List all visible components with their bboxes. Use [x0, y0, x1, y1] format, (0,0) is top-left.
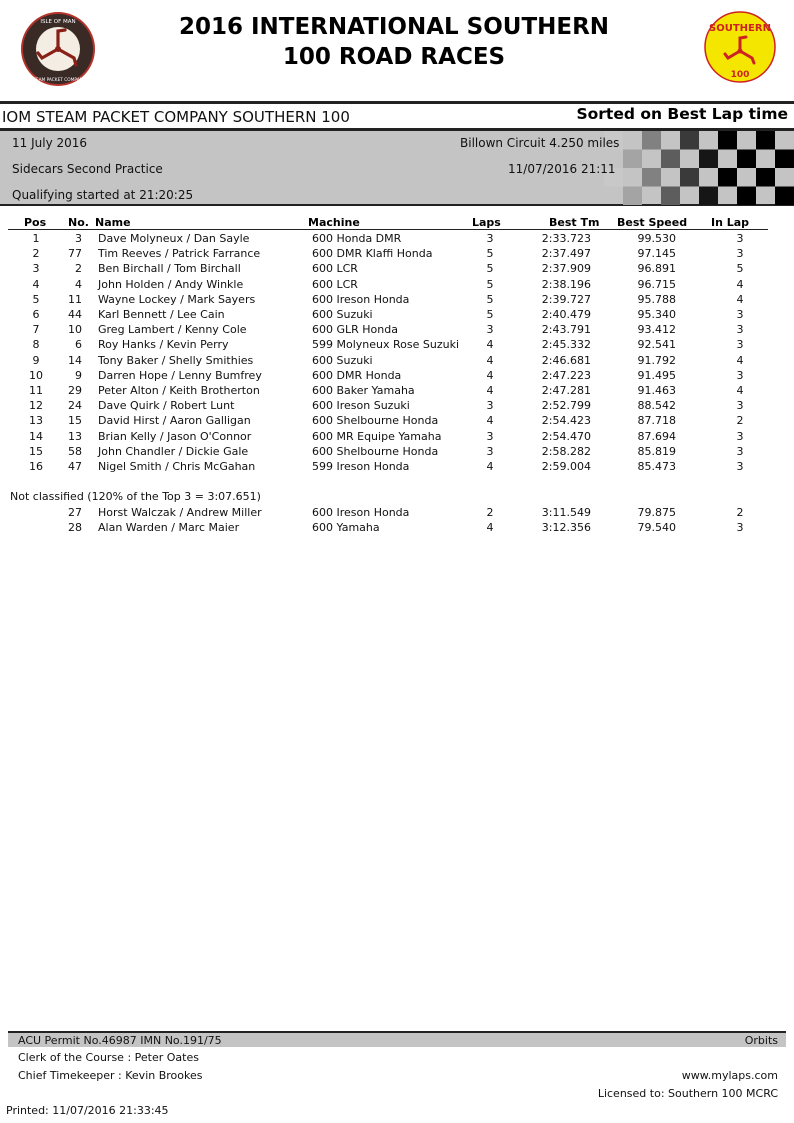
table-row [0, 277, 794, 292]
table-row [0, 261, 794, 276]
cell-no: 47 [68, 460, 82, 473]
checker-square [699, 187, 718, 206]
cell-no: 11 [68, 292, 82, 306]
cell-best-tm: 2:33.723 [541, 232, 591, 245]
cell-in-lap: 3 [736, 399, 744, 413]
cell-pos: 1 [32, 232, 40, 245]
cell-name: Karl Bennett / Lee Cain [98, 308, 225, 321]
cell-pos: 2 [32, 247, 40, 261]
cell-in-lap: 4 [736, 277, 744, 291]
cell-best-speed: 79.875 [637, 506, 676, 519]
table-row [0, 398, 794, 413]
cell-pos: 16 [29, 460, 43, 473]
cell-pos: 9 [32, 353, 40, 367]
cell-no: 77 [68, 247, 82, 261]
cell-machine: 600 Shelbourne Honda [312, 444, 439, 458]
cell-name: Horst Walczak / Andrew Miller [98, 506, 262, 519]
checker-square [737, 187, 756, 206]
cell-best-speed: 88.542 [637, 399, 676, 413]
cell-name: Dave Quirk / Robert Lunt [98, 399, 235, 413]
table-row [0, 383, 794, 398]
cell-best-speed: 96.891 [637, 262, 676, 276]
cell-no: 9 [75, 368, 82, 382]
cell-in-lap: 5 [736, 262, 744, 276]
cell-best-tm: 2:58.282 [541, 444, 591, 458]
col-header-name: Name [95, 216, 131, 229]
cell-best-tm: 2:59.004 [541, 460, 591, 473]
not-classified-label: Not classified (120% of the Top 3 = 3:07.651) [10, 490, 261, 503]
event-date: 11 July 2016 [12, 136, 88, 150]
cell-name: Roy Hanks / Kevin Perry [98, 338, 229, 352]
cell-no: 2 [75, 262, 82, 276]
table-row [0, 520, 794, 535]
table-row [0, 322, 794, 337]
cell-no: 28 [68, 521, 82, 535]
svg-text:STEAM PACKET COMPANY: STEAM PACKET COMPANY [30, 78, 86, 83]
cell-no: 13 [68, 429, 82, 443]
cell-best-tm: 2:54.470 [541, 429, 591, 443]
cell-machine: 600 Ireson Honda [312, 292, 410, 306]
checker-square [642, 131, 661, 150]
cell-in-lap: 3 [736, 308, 744, 321]
cell-best-speed: 95.788 [637, 292, 676, 306]
cell-pos: 7 [32, 323, 40, 337]
cell-laps: 4 [486, 384, 494, 397]
cell-machine: 600 Shelbourne Honda [312, 414, 439, 428]
cell-in-lap: 2 [736, 506, 744, 519]
cell-best-tm: 2:46.681 [541, 353, 591, 367]
cell-machine: 599 Ireson Honda [312, 460, 410, 473]
cell-best-speed: 97.145 [637, 247, 676, 261]
cell-machine: 600 Ireson Suzuki [312, 399, 410, 413]
col-header-best-speed: Best Speed [617, 216, 688, 229]
cell-laps: 4 [486, 338, 494, 352]
cell-no: 15 [68, 414, 82, 428]
table-row [0, 505, 794, 520]
checker-square [718, 131, 737, 150]
cell-name: Tim Reeves / Patrick Farrance [98, 247, 261, 261]
cell-in-lap: 3 [736, 368, 744, 382]
cell-best-tm: 2:47.223 [541, 368, 591, 382]
website-link[interactable]: www.mylaps.com [681, 1069, 778, 1082]
cell-in-lap: 3 [736, 521, 744, 535]
cell-in-lap: 3 [736, 338, 744, 352]
table-row [0, 368, 794, 383]
cell-machine: 600 LCR [312, 262, 358, 276]
cell-no: 27 [68, 506, 82, 519]
cell-best-speed: 95.340 [637, 308, 676, 321]
session-name: Sidecars Second Practice [12, 162, 163, 176]
table-row [0, 292, 794, 307]
checker-square [623, 150, 642, 169]
title-line-1: 2016 INTERNATIONAL SOUTHERN [178, 14, 610, 40]
cell-in-lap: 2 [736, 414, 744, 428]
col-header-pos: Pos [24, 216, 47, 229]
cell-best-speed: 85.473 [637, 460, 676, 473]
cell-pos: 11 [29, 384, 43, 397]
cell-pos: 8 [32, 338, 40, 352]
cell-no: 58 [68, 444, 82, 458]
cell-in-lap: 3 [736, 232, 744, 245]
cell-machine: 600 Suzuki [312, 308, 373, 321]
cell-laps: 5 [486, 292, 494, 306]
cell-no: 29 [68, 384, 82, 397]
printed-timestamp: Printed: 11/07/2016 21:33:45 [6, 1104, 169, 1117]
cell-name: Brian Kelly / Jason O'Connor [98, 429, 252, 443]
cell-best-tm: 2:45.332 [541, 338, 591, 352]
cell-laps: 5 [486, 262, 494, 276]
cell-best-speed: 96.715 [637, 277, 676, 291]
cell-best-speed: 99.530 [637, 232, 676, 245]
circuit-info: Billown Circuit 4.250 miles [460, 136, 620, 150]
header-rule [0, 101, 794, 104]
cell-pos: 14 [29, 429, 43, 443]
cell-machine: 600 Honda DMR [312, 232, 402, 245]
cell-pos: 12 [29, 399, 43, 413]
cell-no: 24 [68, 399, 82, 413]
table-row [0, 353, 794, 368]
cell-best-speed: 92.541 [637, 338, 676, 352]
cell-name: Peter Alton / Keith Brotherton [98, 384, 260, 397]
checker-square [775, 187, 794, 206]
cell-laps: 5 [486, 308, 494, 321]
cell-name: Greg Lambert / Kenny Cole [98, 323, 247, 337]
col-header-no: No. [68, 216, 89, 229]
cell-laps: 4 [486, 414, 494, 428]
cell-machine: 599 Molyneux Rose Suzuki [312, 338, 459, 352]
cell-laps: 5 [486, 247, 494, 261]
page-title [120, 12, 668, 72]
chief-timekeeper: Chief Timekeeper : Kevin Brookes [18, 1069, 203, 1082]
cell-in-lap: 3 [736, 323, 744, 337]
checker-square [642, 168, 661, 187]
cell-name: Ben Birchall / Tom Birchall [98, 262, 241, 276]
cell-machine: 600 Suzuki [312, 353, 373, 367]
cell-best-tm: 3:11.549 [541, 506, 591, 519]
table-row [0, 307, 794, 322]
chequered-flag-graphic [604, 131, 794, 205]
timing-provider: Orbits [744, 1034, 778, 1047]
checker-square [680, 168, 699, 187]
cell-best-speed: 87.694 [637, 429, 676, 443]
cell-name: Wayne Lockey / Mark Sayers [98, 292, 256, 306]
cell-in-lap: 3 [736, 429, 744, 443]
cell-pos: 15 [29, 444, 43, 458]
table-row [0, 246, 794, 261]
cell-best-tm: 3:12.356 [541, 521, 591, 535]
cell-name: David Hirst / Aaron Galligan [98, 414, 251, 428]
svg-text:SOUTHERN: SOUTHERN [709, 23, 771, 34]
cell-no: 14 [68, 353, 82, 367]
cell-best-tm: 2:37.497 [541, 247, 591, 261]
cell-name: Alan Warden / Marc Maier [98, 521, 240, 535]
cell-best-tm: 2:54.423 [541, 414, 591, 428]
cell-machine: 600 LCR [312, 277, 358, 291]
cell-best-tm: 2:40.479 [541, 308, 591, 321]
cell-laps: 4 [486, 368, 494, 382]
cell-laps: 3 [486, 429, 494, 443]
col-header-laps: Laps [472, 216, 501, 229]
cell-pos: 3 [32, 262, 40, 276]
cell-no: 44 [68, 308, 82, 321]
col-header-best-tm: Best Tm [549, 216, 600, 229]
cell-machine: 600 Baker Yamaha [312, 384, 415, 397]
cell-name: Dave Molyneux / Dan Sayle [98, 232, 250, 245]
cell-no: 4 [75, 277, 82, 291]
checker-square [756, 131, 775, 150]
qualifying-start: Qualifying started at 21:20:25 [12, 188, 194, 202]
cell-machine: 600 Yamaha [312, 521, 380, 535]
title-line-2: 100 ROAD RACES [282, 44, 506, 70]
cell-laps: 5 [486, 277, 494, 291]
session-timestamp: 11/07/2016 21:11 [508, 162, 616, 176]
checker-square [718, 168, 737, 187]
event-name: IOM STEAM PACKET COMPANY SOUTHERN 100 [2, 108, 350, 126]
table-row [0, 459, 794, 474]
permit-info: ACU Permit No.46987 IMN No.191/75 [18, 1034, 222, 1047]
cell-laps: 2 [486, 506, 494, 519]
cell-in-lap: 4 [736, 292, 744, 306]
checker-square [775, 150, 794, 169]
cell-name: Darren Hope / Lenny Bumfrey [98, 368, 262, 382]
checker-square [661, 187, 680, 206]
table-header-rule [8, 229, 768, 230]
cell-best-tm: 2:37.909 [541, 262, 591, 276]
cell-pos: 6 [32, 308, 40, 321]
cell-best-speed: 91.495 [637, 368, 676, 382]
cell-pos: 4 [32, 277, 40, 291]
cell-best-speed: 85.819 [637, 444, 676, 458]
clerk-of-course: Clerk of the Course : Peter Oates [18, 1051, 199, 1064]
table-row [0, 429, 794, 444]
cell-no: 6 [75, 338, 82, 352]
cell-no: 3 [75, 232, 82, 245]
svg-text:ISLE OF MAN: ISLE OF MAN [40, 19, 76, 25]
cell-laps: 3 [486, 399, 494, 413]
checker-square [737, 150, 756, 169]
cell-pos: 13 [29, 414, 43, 428]
table-row [0, 444, 794, 459]
checker-square [661, 150, 680, 169]
cell-laps: 4 [486, 521, 494, 535]
checker-square [623, 187, 642, 206]
cell-no: 10 [68, 323, 82, 337]
cell-name: John Chandler / Dickie Gale [98, 444, 249, 458]
cell-laps: 3 [486, 444, 494, 458]
checker-square [699, 150, 718, 169]
sort-label: Sorted on Best Lap time [576, 105, 788, 123]
table-row [0, 413, 794, 428]
southern-100-logo [704, 11, 776, 83]
cell-machine: 600 DMR Honda [312, 368, 402, 382]
steam-packet-logo [19, 11, 97, 87]
cell-name: John Holden / Andy Winkle [98, 277, 244, 291]
cell-best-tm: 2:52.799 [541, 399, 591, 413]
cell-best-tm: 2:43.791 [541, 323, 591, 337]
cell-machine: 600 MR Equipe Yamaha [312, 429, 442, 443]
cell-best-tm: 2:39.727 [541, 292, 591, 306]
table-row [0, 337, 794, 352]
licensee: Licensed to: Southern 100 MCRC [597, 1087, 778, 1100]
cell-best-tm: 2:47.281 [541, 384, 591, 397]
svg-text:100: 100 [730, 70, 750, 80]
col-header-in-lap: In Lap [711, 216, 750, 229]
cell-pos: 5 [32, 292, 40, 306]
cell-name: Nigel Smith / Chris McGahan [98, 460, 256, 473]
cell-best-speed: 91.792 [637, 353, 676, 367]
cell-best-speed: 93.412 [637, 323, 676, 337]
checker-square [756, 168, 775, 187]
cell-machine: 600 GLR Honda [312, 323, 398, 337]
cell-best-speed: 87.718 [637, 414, 676, 428]
cell-laps: 4 [486, 460, 494, 473]
cell-machine: 600 Ireson Honda [312, 506, 410, 519]
cell-best-tm: 2:38.196 [541, 277, 591, 291]
cell-in-lap: 3 [736, 444, 744, 458]
cell-laps: 3 [486, 323, 494, 337]
cell-name: Tony Baker / Shelly Smithies [98, 353, 254, 367]
cell-laps: 3 [486, 232, 494, 245]
cell-pos: 10 [29, 368, 43, 382]
cell-best-speed: 79.540 [637, 521, 676, 535]
cell-in-lap: 4 [736, 353, 744, 367]
cell-in-lap: 3 [736, 460, 744, 473]
cell-laps: 4 [486, 353, 494, 367]
cell-machine: 600 DMR Klaffi Honda [312, 247, 433, 261]
cell-in-lap: 3 [736, 247, 744, 261]
col-header-machine: Machine [308, 216, 360, 229]
cell-in-lap: 4 [736, 384, 744, 397]
cell-best-speed: 91.463 [637, 384, 676, 397]
checker-square [680, 131, 699, 150]
table-row [0, 231, 794, 246]
